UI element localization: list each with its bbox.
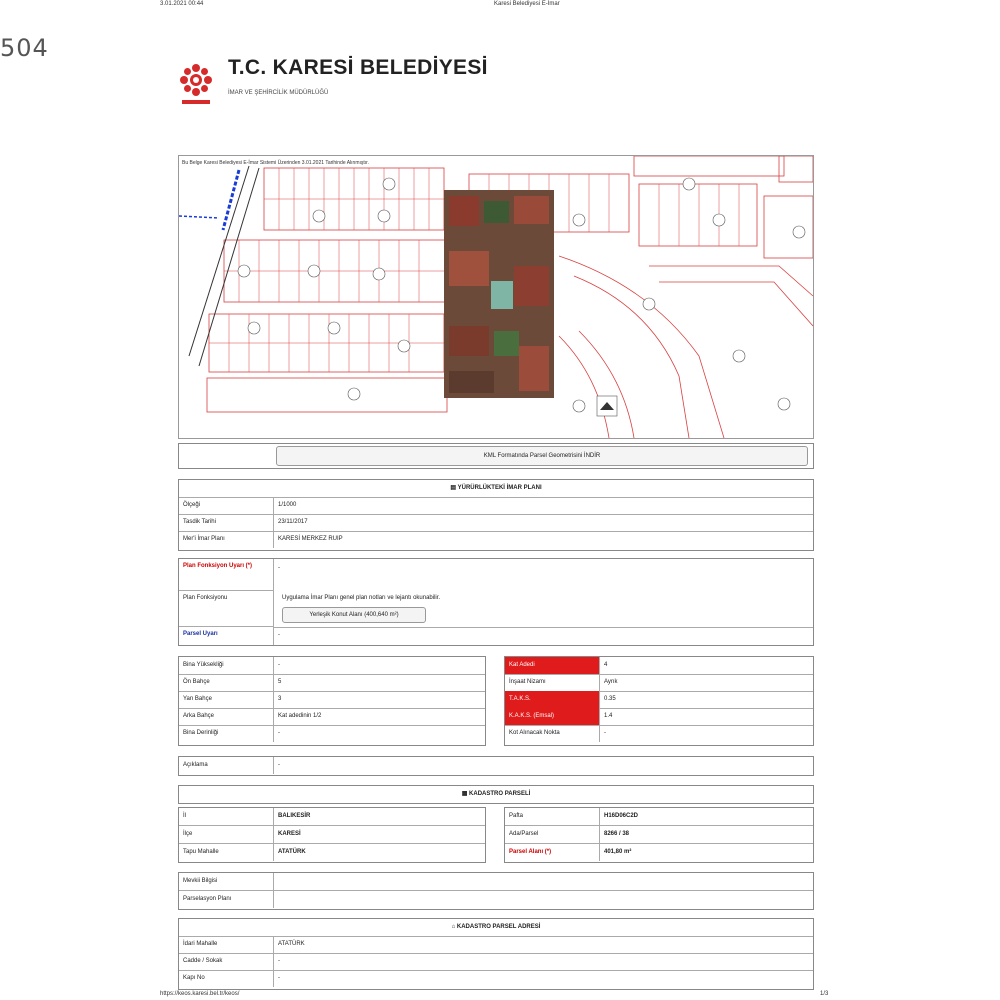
taks-value: 0.35 [604, 696, 616, 702]
building-depth-label: Bina Derinliği [179, 725, 274, 742]
cadastre-left-table [178, 807, 486, 863]
plan-function-note: Uygulama İmar Planı genel plan notları ve lejantı okunabilir. [282, 595, 441, 601]
district-value: KARESİ [278, 831, 301, 837]
building-left-table [178, 656, 486, 746]
location-table [178, 872, 814, 910]
floor-count-value: 4 [604, 662, 608, 668]
door-number-value: - [278, 975, 280, 981]
location-info-value [274, 873, 813, 890]
plan-function-label: Plan Fonksiyonu [179, 591, 274, 627]
parcel-area-value: 401,80 m² [604, 849, 632, 855]
admin-neighborhood-label: İdari Mahalle [179, 936, 274, 953]
neighborhood-value: ATATÜRK [278, 849, 306, 855]
plan-date-value: 23/11/2017 [278, 519, 308, 525]
address-section-title: KADASTRO PARSEL ADRESİ [456, 924, 541, 930]
plan-date-label: Tasdik Tarihi [179, 514, 274, 531]
cadastre-right-table [504, 807, 814, 863]
plan-section-title: YÜRÜRLÜKTEKİ İMAR PLANI [457, 485, 542, 491]
plan-warning-label: Plan Fonksiyon Uyarı (*) [183, 563, 253, 569]
plan-scale-value: 1/1000 [278, 502, 297, 508]
footer-page: 1/3 [820, 991, 829, 997]
cadastre-section-title: KADASTRO PARSELİ [469, 791, 531, 797]
province-label: İl [179, 808, 274, 825]
footer-url: https://keos.karesi.bel.tr/keos/ [160, 991, 240, 997]
parcel-warning-value: - [278, 632, 280, 638]
side-yard-value: 3 [278, 696, 282, 702]
plan-section [178, 479, 814, 551]
building-height-value: - [278, 662, 280, 668]
block-parcel-value: 8266 / 38 [604, 831, 630, 837]
district-label: İlçe [179, 826, 274, 843]
door-number-label: Kapı No [179, 970, 274, 987]
logo-icon [176, 62, 216, 110]
front-yard-label: Ön Bahçe [179, 674, 274, 691]
location-info-label: Mevkii Bilgisi [179, 873, 274, 890]
parcellation-plan-value [274, 891, 813, 908]
building-height-label: Bina Yüksekliği [179, 657, 274, 674]
home-icon: ⌂ [451, 924, 456, 930]
street-label: Cadde / Sokak [179, 953, 274, 970]
parcel-area-label: Parsel Alanı (*) [505, 844, 600, 861]
construction-order-label: İnşaat Nizamı [505, 674, 600, 691]
plan-warning-value: - [278, 565, 280, 571]
back-yard-value: Kat adedinin 1/2 [278, 713, 322, 719]
kaks-label: K.A.K.S. (Emsal) [505, 708, 600, 725]
explanation-label: Açıklama [179, 757, 274, 774]
neighborhood-label: Tapu Mahalle [179, 844, 274, 861]
front-yard-value: 5 [278, 679, 282, 685]
back-yard-label: Arka Bahçe [179, 708, 274, 725]
org-title: T.C. KARESİ BELEDİYESİ [228, 56, 488, 79]
map-sheet-label: Pafta [505, 808, 600, 825]
print-date: 3.01.2021 00:44 [160, 1, 204, 7]
kaks-value: 1.4 [604, 713, 613, 719]
grid-icon: ▦ [461, 791, 468, 797]
elevation-point-value: - [604, 730, 606, 736]
taks-label: T.A.K.S. [505, 691, 600, 708]
street-value: - [278, 958, 280, 964]
block-parcel-label: Ada/Parsel [505, 826, 600, 843]
parcel-warning-label: Parsel Uyarı [183, 631, 218, 637]
plan-name-label: Mer'i İmar Planı [179, 531, 274, 548]
parcel-map[interactable] [178, 155, 814, 439]
map-sheet-value: H16D06C2D [604, 813, 639, 819]
map-source-note: Bu Belge Karesi Belediyesi E-İmar Sistemi Üzerinden 3.01.2021 Tarihinde Alınmıştır. [182, 160, 369, 166]
corner-number: 504 [0, 34, 49, 62]
explanation-row [178, 756, 814, 776]
building-right-table [504, 656, 814, 746]
explanation-value: - [278, 762, 280, 768]
function-section [178, 558, 814, 646]
cadastre-header [178, 785, 814, 804]
building-depth-value: - [278, 730, 280, 736]
department-title: İMAR VE ŞEHİRCİLİK MÜDÜRLÜĞÜ [228, 90, 329, 96]
elevation-point-label: Kot Alınacak Nokta [505, 725, 600, 742]
print-title: Karesi Belediyesi E-İmar [494, 1, 560, 7]
admin-neighborhood-value: ATATÜRK [278, 941, 305, 947]
residential-area-button[interactable]: Yerleşik Konut Alanı (400,640 m²) [282, 607, 426, 623]
parcellation-plan-label: Parselasyon Planı [179, 891, 274, 908]
province-value: BALIKESİR [278, 813, 311, 819]
side-yard-label: Yan Bahçe [179, 691, 274, 708]
plan-name-value: KARESİ MERKEZ RUIP [278, 536, 343, 542]
address-section [178, 918, 814, 990]
download-row [178, 443, 814, 469]
floor-count-label: Kat Adedi [505, 657, 600, 674]
plan-scale-label: Ölçeği [179, 497, 274, 514]
kml-download-button[interactable]: KML Formatında Parsel Geometrisini İNDİR [276, 446, 808, 466]
document-icon: ▤ [450, 485, 457, 491]
construction-order-value: Ayrık [604, 679, 618, 685]
